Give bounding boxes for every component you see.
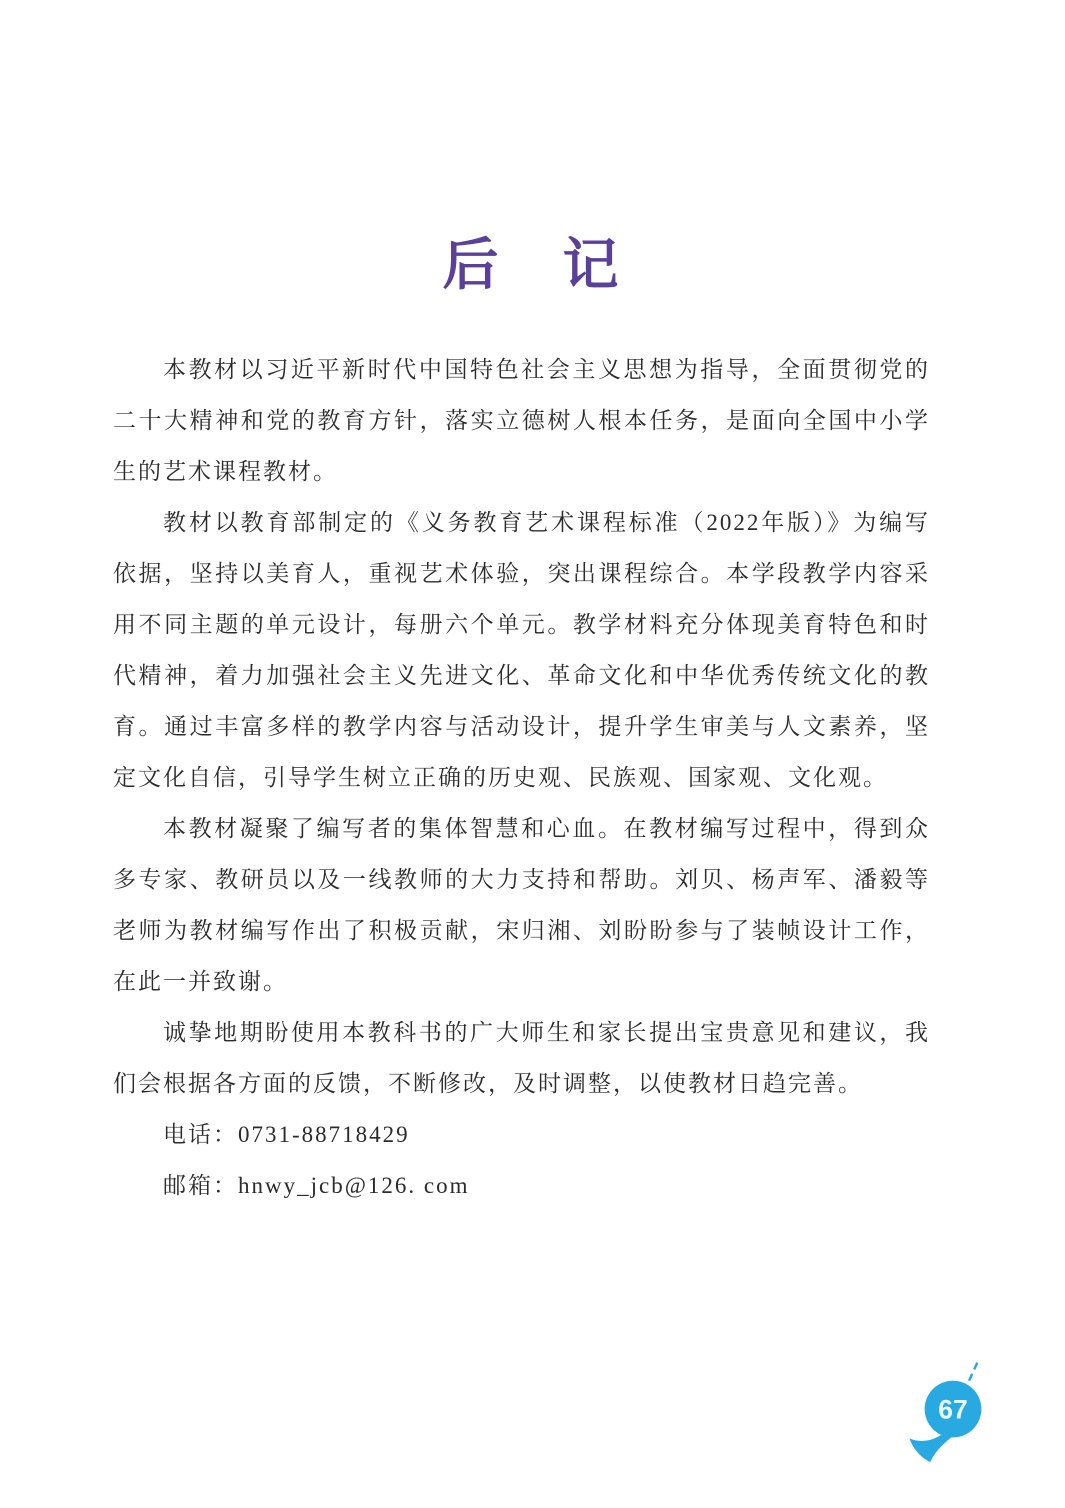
paragraph-feedback-request: 诚挚地期盼使用本教科书的广大师生和家长提出宝贵意见和建议，我们会根据各方面的反馈，不断修改，及时调整，以使教材日趋完善。 bbox=[113, 1019, 930, 1096]
email-line bbox=[113, 1160, 930, 1211]
email-address: hnwy_jcb@126. com bbox=[238, 1172, 470, 1198]
horn-page-number-badge bbox=[901, 1354, 1005, 1466]
page-title: 后 记 bbox=[442, 235, 623, 297]
phone-number: 0731-88718429 bbox=[238, 1121, 410, 1147]
badge-dash-accent bbox=[969, 1360, 978, 1381]
page-number: 67 bbox=[938, 1394, 968, 1425]
afterword-body bbox=[0, 344, 1065, 1211]
paragraph-curriculum-standard: 教材以教育部制定的《义务教育艺术课程标准（2022年版）》为编写依据，坚持以美育人，重视艺术体验，突出课程综合。本学段教学内容采用不同主题的单元设计，每册六个单元。教学材料充分体现美育特色和时代精神，着力加强社会主义先进文化、革命文化和中华优秀传统文化的教育。通过丰富多样的教学内容与活动设计，提升学生审美与人文素养，坚定文化自信，引导学生树立正确的历史观、民族观、国家观、文化观。 bbox=[113, 509, 930, 790]
phone-line bbox=[113, 1109, 930, 1160]
email-label: 邮箱： bbox=[163, 1172, 238, 1198]
paragraph-guiding-ideology: 本教材以习近平新时代中国特色社会主义思想为指导，全面贯彻党的二十大精神和党的教育方针，落实立德树人根本任务，是面向全国中小学生的艺术课程教材。 bbox=[113, 356, 930, 484]
phone-label: 电话： bbox=[163, 1121, 238, 1147]
horn-bell-shape bbox=[910, 1434, 954, 1462]
paragraph-acknowledgements: 本教材凝聚了编写者的集体智慧和心血。在教材编写过程中，得到众多专家、教研员以及一线教师的大力支持和帮助。刘贝、杨声军、潘毅等老师为教材编写作出了积极贡献，宋归湘、刘盼盼参与了装帧设计工作，在此一并致谢。 bbox=[113, 815, 930, 994]
